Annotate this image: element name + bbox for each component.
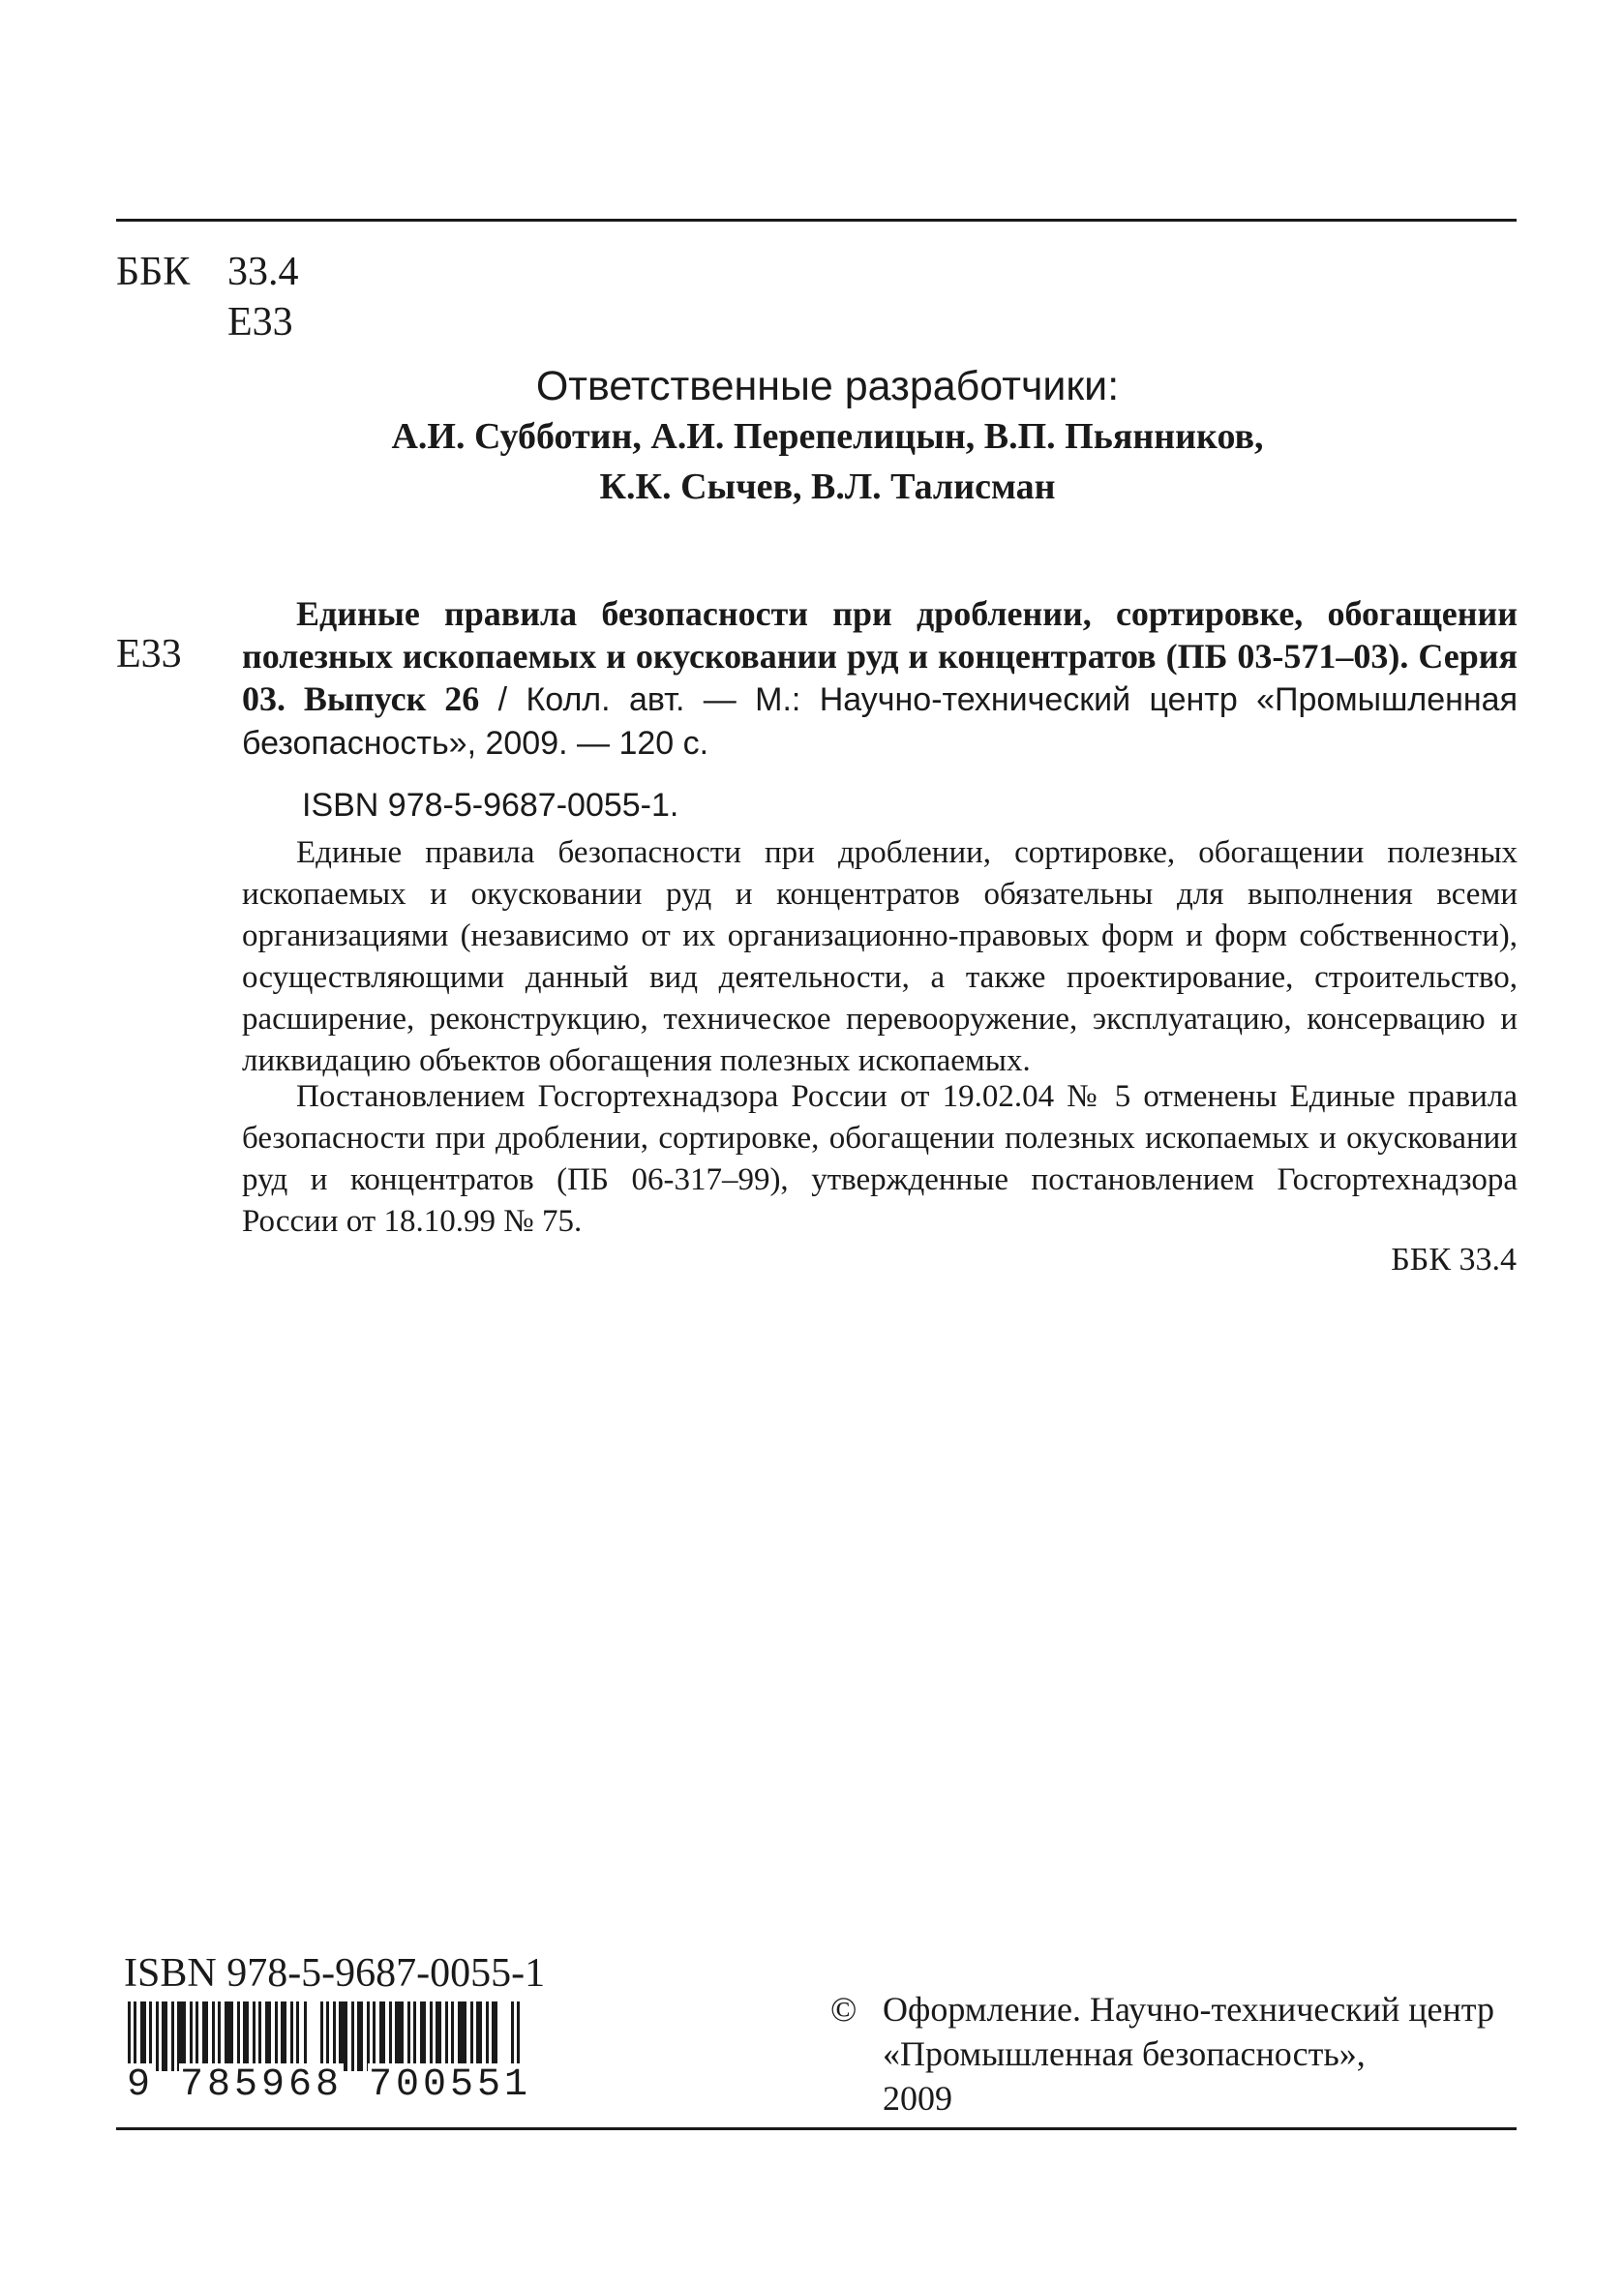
barcode-isbn-label: ISBN 978-5-9687-0055-1 — [124, 1951, 546, 1996]
record-title: Единые правила безопасности при дроблении, сортировке, обогащении полезных ископаемых и окусковании руд и концентратов (ПБ 03-571–03). Серия 03. Выпуск 26 — [242, 594, 1518, 718]
barcode-digits — [124, 2063, 534, 2112]
barcode-digit-group-3: 700551 — [368, 2063, 532, 2112]
annotation-paragraph-1: Единые правила безопасности при дроблении, сортировке, обогащении полезных ископаемых и окусковании руд и концентратов обязательны для выполнения всеми организациями (независимо от их организационно-правовых форм и форм собственности), осуществляющими данный вид деятельности, а также проектирование, строительство, расширение, реконструкцию, техническое перевооружение, эксплуатацию, консервацию и ликвидацию объектов обогащения полезных ископаемых. — [242, 835, 1518, 1078]
side-author-mark: Е33 — [116, 632, 182, 677]
barcode-digit-group-2: 785968 — [179, 2063, 344, 2112]
copyright-block — [832, 1987, 1494, 2121]
bibliographic-record — [242, 592, 1518, 765]
annotation-paragraph-2: Постановлением Госгортехнадзора России от 19.02.04 № 5 отменены Единые правила безопасности при дроблении, сортировке, обогащении полезных ископаемых и окусковании руд и концентратов (ПБ 06-317–99), утвержденные постановлением Госгортехнадзора России от 18.10.99 № 75. — [242, 1079, 1518, 1239]
author-mark: Е33 — [227, 300, 293, 345]
classification-block — [116, 247, 299, 347]
copyright-icon: © — [830, 1990, 857, 2029]
bbk-code: 33.4 — [227, 250, 299, 294]
record-responsibility: / Колл. авт. — М.: Научно-технический центр «Промышленная безопасность», 2009. — 120 с. — [242, 681, 1518, 762]
copyright-line-2: «Промышленная безопасность», — [883, 2034, 1366, 2073]
bbk-right-label: ББК 33.4 — [1391, 1242, 1517, 1278]
authors-line-1: А.И. Субботин, А.И. Перепелицын, В.П. Пьянников, — [391, 416, 1264, 457]
bbk-label: ББК — [116, 250, 191, 294]
bottom-rule — [116, 2127, 1517, 2130]
copyright-line-1: Оформление. Научно-технический центр — [883, 1990, 1494, 2029]
responsible-developers-title: Ответственные разработчики: — [535, 363, 1120, 409]
top-rule — [116, 219, 1517, 222]
copyright-line-3: 2009 — [883, 2079, 952, 2118]
authors-list — [252, 411, 1403, 512]
barcode-digit-group-1: 9 — [126, 2063, 155, 2112]
isbn-line: ISBN 978-5-9687-0055-1. — [302, 787, 679, 824]
authors-line-2: К.К. Сычев, В.Л. Талисман — [599, 466, 1056, 507]
